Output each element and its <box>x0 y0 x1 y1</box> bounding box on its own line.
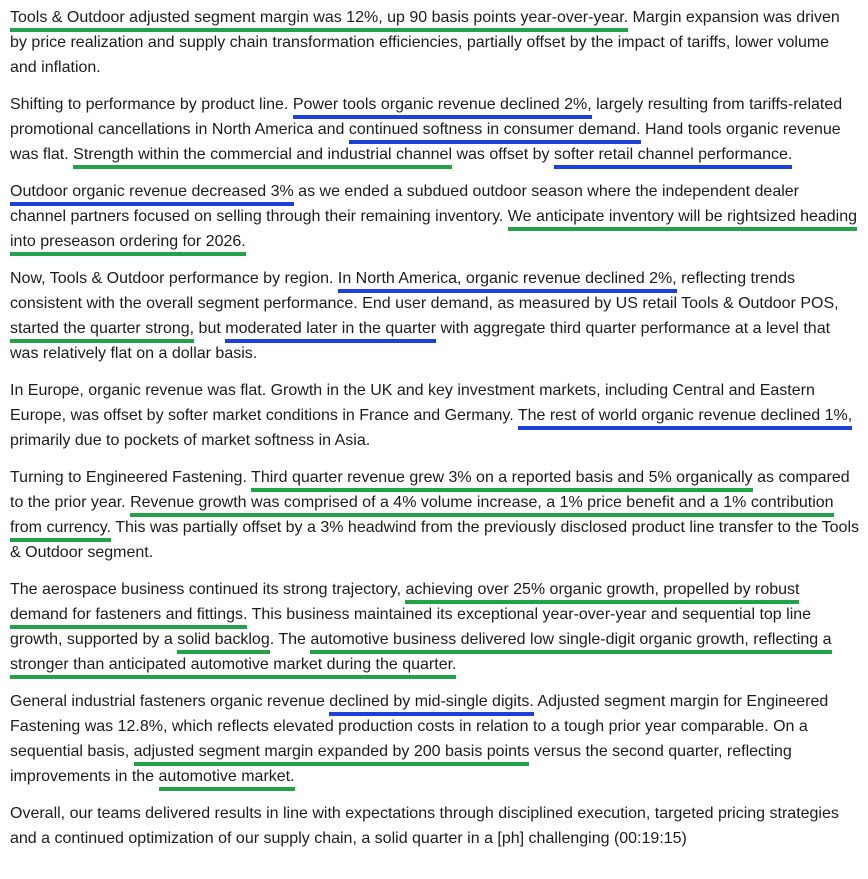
text-segment: but <box>194 320 226 337</box>
text-segment: Hand tools organic revenue was flat. <box>10 121 841 163</box>
text-segment: Shifting to performance by product line. <box>10 96 293 113</box>
text-segment: largely resulting from tariffs-related promotional cancellations in North America and <box>10 96 843 138</box>
text-segment: General industrial fasteners organic revenue <box>10 693 330 710</box>
transcript-paragraph <box>10 378 859 453</box>
highlighted-phrase-green: Strength within the commercial and industrial channel <box>73 146 452 169</box>
highlighted-phrase-blue: moderated later in the quarter <box>225 320 436 343</box>
transcript-paragraph <box>10 689 859 789</box>
highlighted-phrase-blue: Outdoor organic revenue decreased 3% <box>10 183 294 206</box>
text-segment: as compared to the prior year. <box>10 469 850 511</box>
transcript-paragraphs <box>10 5 859 851</box>
highlighted-phrase-green: adjusted segment margin expanded by 200 basis points <box>134 743 530 766</box>
highlighted-phrase-green: We anticipate inventory will be rightsized heading into preseason ordering for 2026. <box>10 208 857 256</box>
highlighted-phrase-blue: The rest of world organic revenue declined 1%, <box>518 407 852 430</box>
highlighted-phrase-blue: declined by mid-single digits. <box>329 693 534 716</box>
highlighted-phrase-blue: Power tools organic revenue declined 2%, <box>293 96 592 119</box>
highlighted-phrase-green: achieving over 25% organic growth, propelled by robust demand for fasteners and fittings. <box>10 581 799 629</box>
text-segment: reflecting trends consistent with the overall segment performance. End user demand, as measured by US retail Tools & Outdoor POS, <box>10 270 839 312</box>
text-segment: Margin expansion was driven by price realization and supply chain transformation efficiencies, partially offset by the impact of tariffs, lower volume and inflation. <box>10 9 840 76</box>
highlighted-phrase-blue: softer retail channel performance. <box>554 146 792 169</box>
highlighted-phrase-blue: continued softness in consumer demand. <box>349 121 641 144</box>
text-segment: Now, Tools & Outdoor performance by region. <box>10 270 338 287</box>
transcript-paragraph <box>10 92 859 167</box>
highlighted-phrase-green: solid backlog <box>177 631 270 654</box>
transcript-paragraph <box>10 577 859 677</box>
transcript-paragraph <box>10 266 859 366</box>
highlighted-phrase-green: Revenue growth was comprised of a 4% volume increase, a 1% price benefit and a 1% contribution from currency. <box>10 494 834 542</box>
text-segment: Overall, our teams delivered results in line with expectations through disciplined execution, targeted pricing strategies and a continued optimization of our supply chain, a solid quarter in a [ph] challenging (00:19:15) <box>10 805 839 847</box>
transcript-paragraph <box>10 179 859 254</box>
text-segment: as we ended a subdued outdoor season where the independent dealer channel partners focused on selling through their remaining inventory. <box>10 183 800 225</box>
highlighted-phrase-green: automotive business delivered low single-digit organic growth, reflecting a stronger than anticipated automotive market during the quarter. <box>10 631 832 679</box>
highlighted-phrase-green: Third quarter revenue grew 3% on a reported basis and 5% organically <box>251 469 753 492</box>
transcript-paragraph <box>10 5 859 80</box>
text-segment: This was partially offset by a 3% headwind from the previously disclosed product line transfer to the Tools & Outdoor segment. <box>10 519 860 561</box>
text-segment: Adjusted segment margin for Engineered Fastening was 12.8%, which reflects elevated production costs in relation to a tough prior year comparable. On a sequential basis, <box>10 693 829 760</box>
text-segment: In Europe, organic revenue was flat. Growth in the UK and key investment markets, including Central and Eastern Europe, was offset by softer market conditions in France and Germany. <box>10 382 815 424</box>
transcript-paragraph <box>10 801 859 851</box>
text-segment: . The <box>269 631 311 648</box>
highlighted-phrase-green: Tools & Outdoor adjusted segment margin was 12%, up 90 basis points year-over-year. <box>10 9 628 32</box>
transcript-paragraph <box>10 465 859 565</box>
text-segment: versus the second quarter, reflecting improvements in the <box>10 743 792 785</box>
text-segment: The aerospace business continued its strong trajectory, <box>10 581 406 598</box>
highlighted-phrase-blue: In North America, organic revenue declined 2%, <box>338 270 677 293</box>
text-segment: primarily due to pockets of market softness in Asia. <box>10 432 371 449</box>
text-segment: with aggregate third quarter performance at a level that was relatively flat on a dollar basis. <box>10 320 831 362</box>
highlighted-phrase-green: started the quarter strong, <box>10 320 194 343</box>
text-segment: was offset by <box>452 146 554 163</box>
text-segment: Turning to Engineered Fastening. <box>10 469 252 486</box>
text-segment: This business maintained its exceptional year-over-year and sequential top line growth, supported by a <box>10 606 812 648</box>
highlighted-phrase-green: automotive market. <box>159 768 295 791</box>
